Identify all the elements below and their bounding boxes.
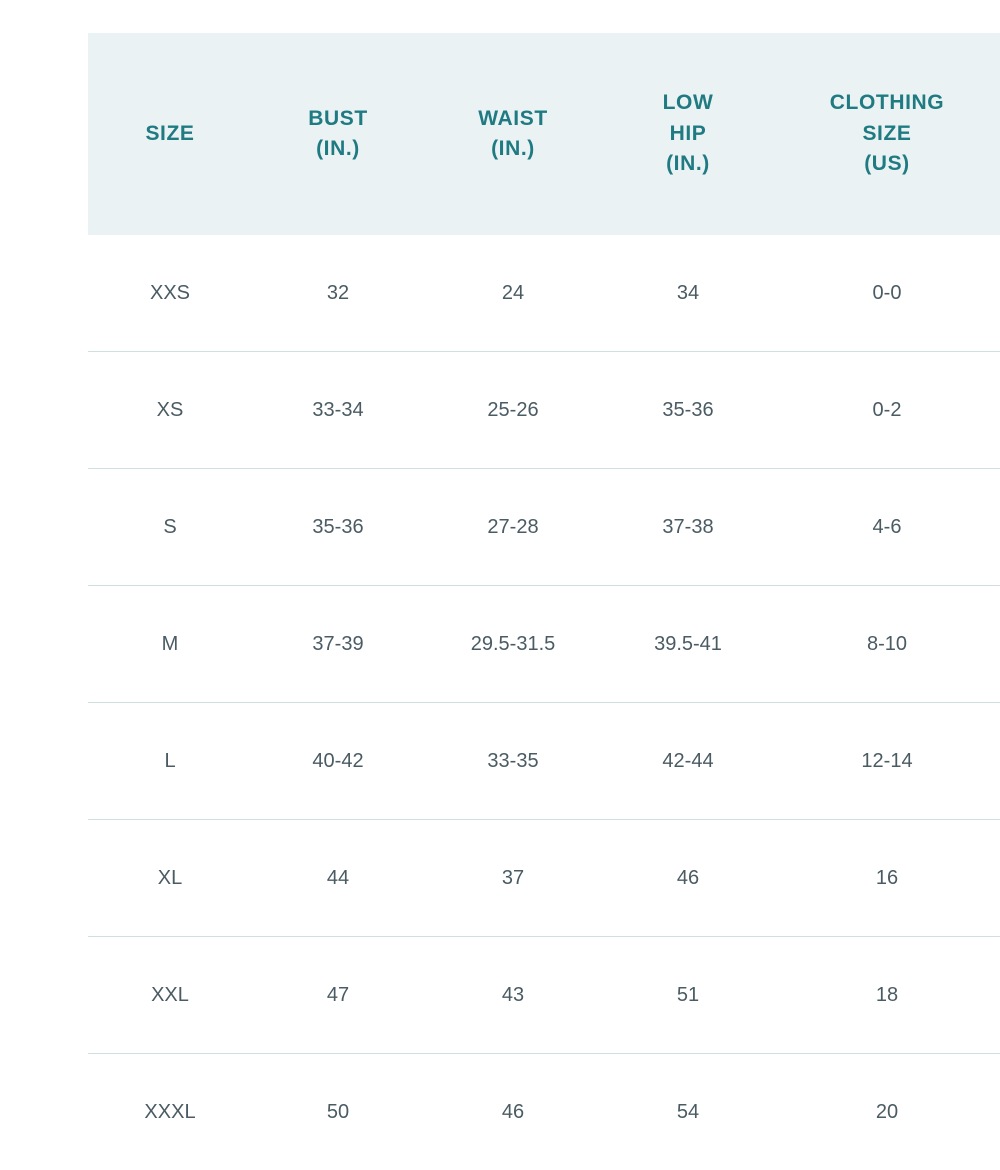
column-header-clothing-size-line-1: CLOTHING bbox=[780, 88, 994, 118]
column-header-low-hip-line-2: HIP bbox=[608, 119, 768, 149]
cell-waist: 37 bbox=[424, 820, 602, 937]
column-header-bust bbox=[252, 33, 424, 235]
cell-waist: 25-26 bbox=[424, 352, 602, 469]
column-header-bust-line-2: (IN.) bbox=[258, 134, 418, 164]
cell-bust: 35-36 bbox=[252, 469, 424, 586]
cell-size: XXS bbox=[88, 235, 252, 352]
cell-bust: 44 bbox=[252, 820, 424, 937]
cell-waist: 27-28 bbox=[424, 469, 602, 586]
column-header-clothing-size bbox=[774, 33, 1000, 235]
column-header-low-hip-line-1: LOW bbox=[608, 88, 768, 118]
cell-clothing-size: 12-14 bbox=[774, 703, 1000, 820]
column-header-size-line-1: SIZE bbox=[94, 119, 246, 149]
column-header-waist-line-2: (IN.) bbox=[430, 134, 596, 164]
cell-low-hip: 34 bbox=[602, 235, 774, 352]
table-row bbox=[88, 586, 1000, 703]
table-body bbox=[88, 235, 1000, 1170]
cell-low-hip: 54 bbox=[602, 1054, 774, 1170]
table-row bbox=[88, 235, 1000, 352]
table-row bbox=[88, 703, 1000, 820]
cell-bust: 37-39 bbox=[252, 586, 424, 703]
cell-size: XL bbox=[88, 820, 252, 937]
table-header-row bbox=[88, 33, 1000, 235]
cell-bust: 40-42 bbox=[252, 703, 424, 820]
table-row bbox=[88, 820, 1000, 937]
table-row bbox=[88, 937, 1000, 1054]
cell-low-hip: 42-44 bbox=[602, 703, 774, 820]
cell-size: S bbox=[88, 469, 252, 586]
cell-waist: 29.5-31.5 bbox=[424, 586, 602, 703]
cell-clothing-size: 20 bbox=[774, 1054, 1000, 1170]
column-header-clothing-size-line-3: (US) bbox=[780, 149, 994, 179]
cell-bust: 50 bbox=[252, 1054, 424, 1170]
column-header-low-hip-line-3: (IN.) bbox=[608, 149, 768, 179]
cell-clothing-size: 4-6 bbox=[774, 469, 1000, 586]
column-header-clothing-size-line-2: SIZE bbox=[780, 119, 994, 149]
cell-low-hip: 35-36 bbox=[602, 352, 774, 469]
cell-bust: 47 bbox=[252, 937, 424, 1054]
cell-waist: 33-35 bbox=[424, 703, 602, 820]
cell-clothing-size: 0-0 bbox=[774, 235, 1000, 352]
cell-clothing-size: 8-10 bbox=[774, 586, 1000, 703]
column-header-size bbox=[88, 33, 252, 235]
cell-clothing-size: 16 bbox=[774, 820, 1000, 937]
cell-size: L bbox=[88, 703, 252, 820]
cell-clothing-size: 18 bbox=[774, 937, 1000, 1054]
table-row bbox=[88, 352, 1000, 469]
cell-low-hip: 39.5-41 bbox=[602, 586, 774, 703]
cell-size: XXL bbox=[88, 937, 252, 1054]
cell-size: XXXL bbox=[88, 1054, 252, 1170]
cell-size: XS bbox=[88, 352, 252, 469]
column-header-low-hip bbox=[602, 33, 774, 235]
column-header-waist-line-1: WAIST bbox=[430, 104, 596, 134]
column-header-waist bbox=[424, 33, 602, 235]
cell-low-hip: 46 bbox=[602, 820, 774, 937]
size-chart-table bbox=[88, 33, 1000, 1170]
cell-size: M bbox=[88, 586, 252, 703]
cell-waist: 43 bbox=[424, 937, 602, 1054]
cell-low-hip: 37-38 bbox=[602, 469, 774, 586]
cell-bust: 32 bbox=[252, 235, 424, 352]
cell-waist: 46 bbox=[424, 1054, 602, 1170]
column-header-bust-line-1: BUST bbox=[258, 104, 418, 134]
table-row bbox=[88, 469, 1000, 586]
cell-bust: 33-34 bbox=[252, 352, 424, 469]
table-row bbox=[88, 1054, 1000, 1170]
cell-waist: 24 bbox=[424, 235, 602, 352]
size-chart-container bbox=[88, 33, 940, 1170]
cell-low-hip: 51 bbox=[602, 937, 774, 1054]
table-header bbox=[88, 33, 1000, 235]
cell-clothing-size: 0-2 bbox=[774, 352, 1000, 469]
